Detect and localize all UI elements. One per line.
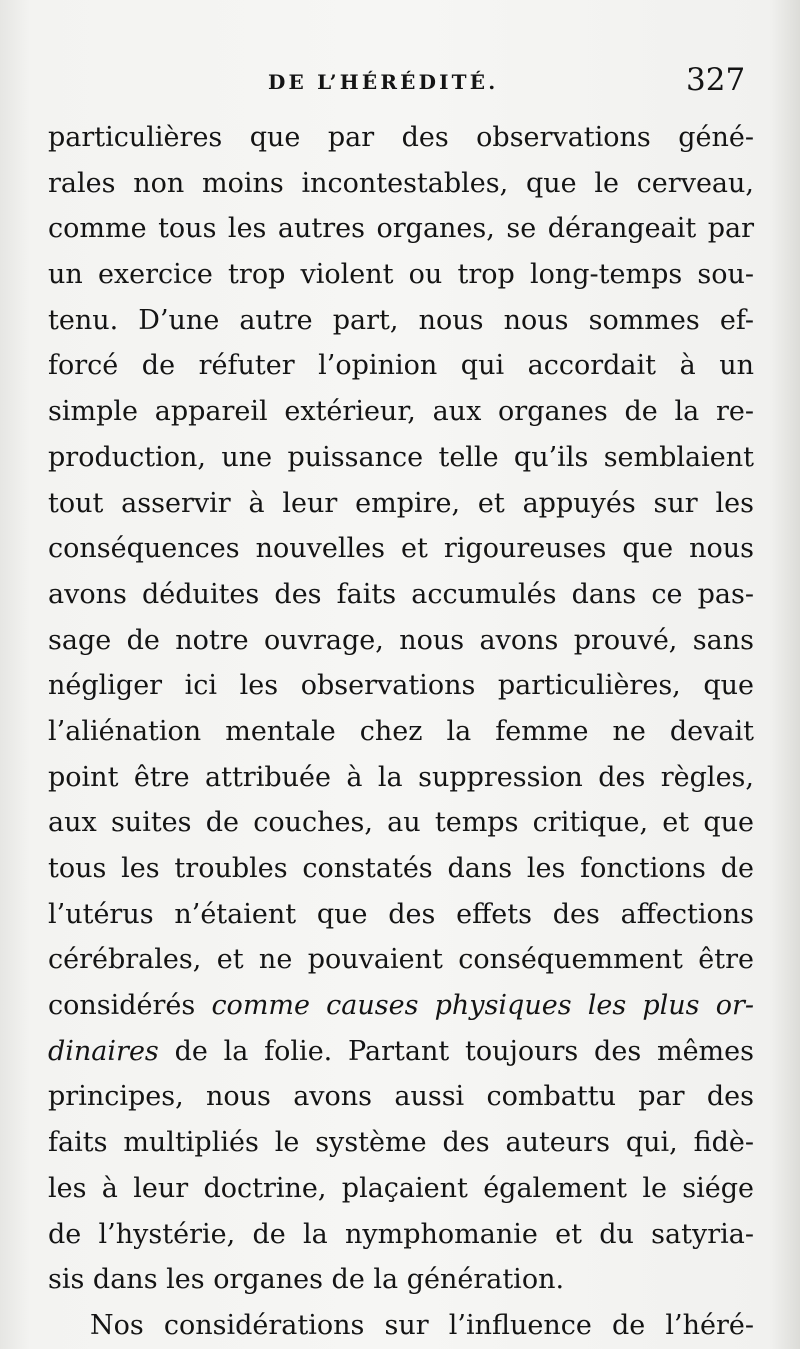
text-line: l’utérus n’étaient que des effets des affections	[48, 898, 754, 930]
text-line	[48, 983, 754, 1029]
page-number: 327	[686, 62, 746, 98]
italic-phrase: dinaires	[48, 1035, 159, 1067]
text-line: particulières que par des observations géné-	[48, 122, 754, 153]
text-line: faits multipliés le système des auteurs qui, fidè-	[48, 1127, 754, 1159]
text-line: forcé de réfuter l’opinion qui accordait à un	[48, 350, 754, 382]
text-line: les à leur doctrine, plaçaient également le siége	[48, 1172, 754, 1204]
text-segment: considérés	[48, 990, 212, 1022]
text-line: principes, nous avons aussi combattu par des	[48, 1081, 754, 1113]
text-line: un exercice trop violent ou trop long-temps sou-	[48, 259, 754, 291]
text-line: cérébrales, et ne pouvaient conséquemment être	[48, 944, 754, 976]
text-line: l’aliénation mentale chez la femme ne devait	[48, 715, 754, 747]
text-line: sage de notre ouvrage, nous avons prouvé, sans	[48, 624, 754, 656]
text-segment: de la folie. Partant toujours des mêmes	[158, 1035, 754, 1067]
text-line: aux suites de couches, au temps critique, et que	[48, 807, 754, 839]
text-line: Nos considérations sur l’influence de l’héré-	[90, 1309, 754, 1341]
text-line: tenu. D’une autre part, nous nous sommes ef-	[48, 304, 754, 336]
text-line: avons déduites des faits accumulés dans ce pas-	[48, 578, 754, 610]
text-line: comme tous les autres organes, se dérangeait par	[48, 213, 754, 245]
text-line: sis dans les organes de la génération.	[48, 1264, 565, 1296]
running-title: DE L’HÉRÉDITÉ.	[268, 70, 499, 94]
text-line: tout asservir à leur empire, et appuyés sur les	[48, 487, 754, 519]
text-line: point être attribuée à la suppression des règles,	[48, 761, 754, 793]
text-line: conséquences nouvelles et rigoureuses que nous	[48, 533, 754, 565]
italic-phrase: comme causes physiques les plus or-	[211, 990, 754, 1022]
text-line: de l’hystérie, de la nymphomanie et du satyria-	[48, 1218, 754, 1250]
body-text	[48, 115, 754, 1349]
text-line: simple appareil extérieur, aux organes de la re-	[48, 396, 754, 428]
text-line: négliger ici les observations particulières, que	[48, 670, 754, 702]
text-line: rales non moins incontestables, que le cerveau,	[48, 167, 754, 199]
page-header	[0, 60, 800, 100]
text-line	[48, 1029, 754, 1075]
text-line: production, une puissance telle qu’ils semblaient	[48, 441, 754, 473]
text-line: tous les troubles constatés dans les fonctions de	[48, 853, 754, 884]
